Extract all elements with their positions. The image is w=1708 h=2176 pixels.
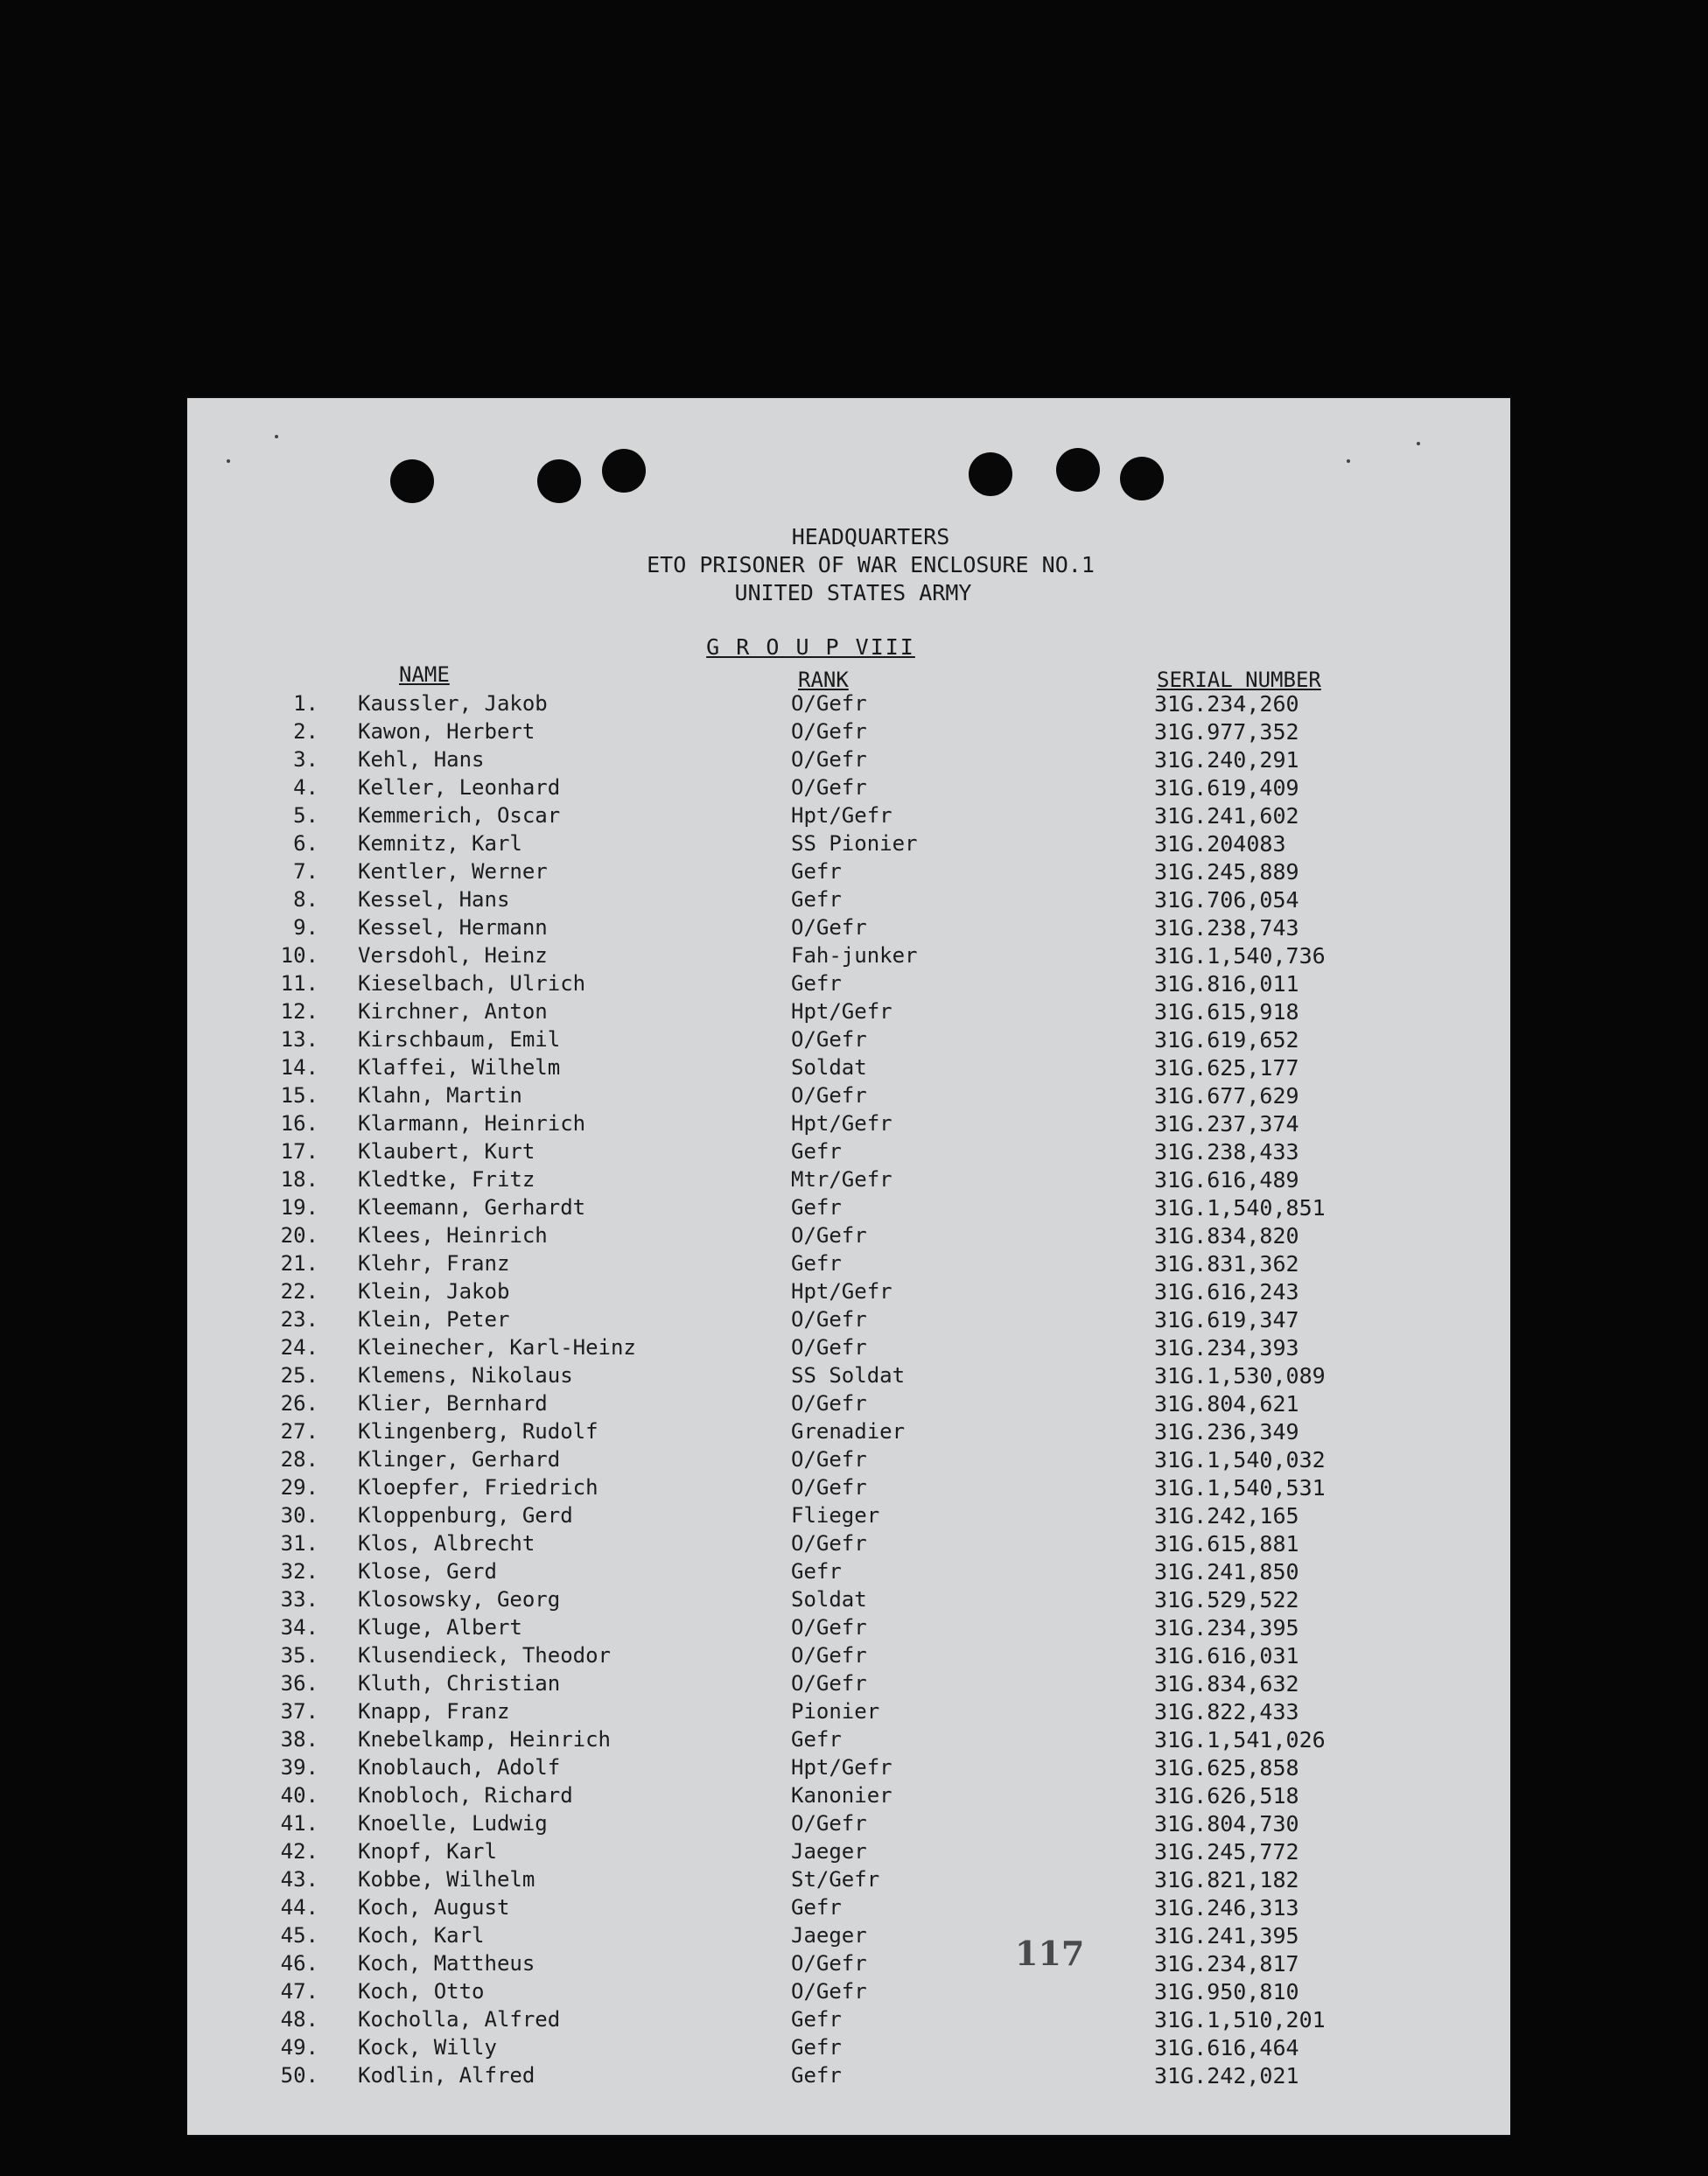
serial-number: 31G.237,374 <box>1154 1111 1299 1137</box>
prisoner-rank: Flieger <box>791 1503 880 1528</box>
serial-number: 31G.834,632 <box>1154 1671 1299 1697</box>
row-number: 20. <box>280 1223 318 1248</box>
prisoner-name: Klier, Bernhard <box>358 1391 548 1416</box>
prisoner-rank: O/Gefr <box>791 1615 867 1640</box>
prisoner-name: Kobbe, Wilhelm <box>358 1867 536 1892</box>
prisoner-rank: Gefr <box>791 2035 842 2060</box>
table-row <box>187 1727 1510 1755</box>
serial-number: 31G.821,182 <box>1154 1867 1299 1893</box>
row-number: 49. <box>280 2035 318 2060</box>
prisoner-rank: Mtr/Gefr <box>791 1167 892 1192</box>
table-row <box>187 1027 1510 1055</box>
table-row <box>187 1055 1510 1083</box>
serial-number: 31G.615,918 <box>1154 999 1299 1025</box>
serial-number: 31G.834,820 <box>1154 1223 1299 1249</box>
header-line-2: ETO PRISONER OF WAR ENCLOSURE NO.1 <box>647 552 1095 577</box>
table-row <box>187 915 1510 943</box>
serial-number: 31G.1,541,026 <box>1154 1727 1326 1753</box>
prisoner-rank: O/Gefr <box>791 1391 867 1416</box>
table-row <box>187 1195 1510 1223</box>
table-row <box>187 719 1510 747</box>
serial-number: 31G.238,433 <box>1154 1139 1299 1165</box>
table-row <box>187 1699 1510 1727</box>
prisoner-name: Klees, Heinrich <box>358 1223 548 1248</box>
table-row <box>187 1895 1510 1923</box>
prisoner-rank: Hpt/Gefr <box>791 1755 892 1780</box>
prisoner-rank: Gefr <box>791 971 842 996</box>
table-row <box>187 1363 1510 1391</box>
serial-number: 31G.804,730 <box>1154 1811 1299 1837</box>
table-row <box>187 691 1510 719</box>
row-number: 18. <box>280 1167 318 1192</box>
row-number: 27. <box>280 1419 318 1444</box>
prisoner-name: Knoblauch, Adolf <box>358 1755 561 1780</box>
serial-number: 31G.816,011 <box>1154 971 1299 997</box>
prisoner-rank: SS Pionier <box>791 831 918 856</box>
table-row <box>187 1923 1510 1951</box>
table-row <box>187 1951 1510 1979</box>
row-number: 34. <box>280 1615 318 1640</box>
prisoner-rank: Hpt/Gefr <box>791 803 892 828</box>
prisoner-rank: O/Gefr <box>791 747 867 772</box>
serial-number: 31G.241,395 <box>1154 1923 1299 1949</box>
prisoner-rank: O/Gefr <box>791 719 867 744</box>
table-row <box>187 1223 1510 1251</box>
prisoner-name: Koch, August <box>358 1895 510 1920</box>
punch-hole-icon <box>1056 448 1100 492</box>
prisoner-name: Kleemann, Gerhardt <box>358 1195 586 1220</box>
table-row <box>187 943 1510 971</box>
prisoner-name: Klahn, Martin <box>358 1083 522 1108</box>
row-number: 2. <box>293 719 318 744</box>
prisoner-rank: Fah-junker <box>791 943 918 968</box>
column-header-rank: RANK <box>798 668 849 692</box>
serial-number: 31G.234,817 <box>1154 1951 1299 1977</box>
row-number: 14. <box>280 1055 318 1080</box>
prisoner-rank: O/Gefr <box>791 1307 867 1332</box>
prisoner-name: Klos, Albrecht <box>358 1531 536 1556</box>
prisoner-rank: O/Gefr <box>791 1447 867 1472</box>
serial-number: 31G.242,165 <box>1154 1503 1299 1529</box>
serial-number: 31G.677,629 <box>1154 1083 1299 1109</box>
prisoner-rank: Soldat <box>791 1587 867 1612</box>
prisoner-name: Kluge, Albert <box>358 1615 522 1640</box>
prisoner-name: Kock, Willy <box>358 2035 497 2060</box>
prisoner-name: Koch, Karl <box>358 1923 485 1948</box>
table-row <box>187 1531 1510 1559</box>
row-number: 47. <box>280 1979 318 2004</box>
prisoner-name: Klaffei, Wilhelm <box>358 1055 561 1080</box>
serial-number: 31G.1,540,736 <box>1154 943 1326 969</box>
prisoner-rank: O/Gefr <box>791 1811 867 1836</box>
serial-number: 31G.241,850 <box>1154 1559 1299 1585</box>
prisoner-rank: Gefr <box>791 2063 842 2088</box>
row-number: 5. <box>293 803 318 828</box>
serial-number: 31G.822,433 <box>1154 1699 1299 1725</box>
row-number: 31. <box>280 1531 318 1556</box>
serial-number: 31G.615,881 <box>1154 1531 1299 1557</box>
table-row <box>187 1671 1510 1699</box>
serial-number: 31G.1,540,032 <box>1154 1447 1326 1473</box>
table-row <box>187 1979 1510 2007</box>
table-row <box>187 1475 1510 1503</box>
table-row <box>187 1111 1510 1139</box>
serial-number: 31G.625,858 <box>1154 1755 1299 1781</box>
prisoner-rank: O/Gefr <box>791 1531 867 1556</box>
prisoner-name: Kemnitz, Karl <box>358 831 522 856</box>
serial-number: 31G.245,889 <box>1154 859 1299 885</box>
row-number: 13. <box>280 1027 318 1052</box>
header-line-1: HEADQUARTERS <box>791 524 950 549</box>
row-number: 23. <box>280 1307 318 1332</box>
serial-number: 31G.245,772 <box>1154 1839 1299 1865</box>
speck-icon <box>275 435 278 438</box>
table-row <box>187 1307 1510 1335</box>
prisoner-name: Kessel, Hans <box>358 887 510 912</box>
prisoner-name: Kluth, Christian <box>358 1671 561 1696</box>
page-number: 117 <box>1015 1934 1085 1973</box>
serial-number: 31G.616,464 <box>1154 2035 1299 2061</box>
prisoner-rank: O/Gefr <box>791 1979 867 2004</box>
table-row <box>187 803 1510 831</box>
punch-hole-icon <box>1120 457 1164 500</box>
row-number: 7. <box>293 859 318 884</box>
serial-number: 31G.619,409 <box>1154 775 1299 801</box>
serial-number: 31G.625,177 <box>1154 1055 1299 1081</box>
punch-hole-icon <box>390 459 434 503</box>
serial-number: 31G.234,393 <box>1154 1335 1299 1361</box>
serial-number: 31G.234,260 <box>1154 691 1299 717</box>
prisoner-name: Klusendieck, Theodor <box>358 1643 611 1668</box>
table-row <box>187 1587 1510 1615</box>
row-number: 43. <box>280 1867 318 1892</box>
row-number: 10. <box>280 943 318 968</box>
prisoner-rank: St/Gefr <box>791 1867 880 1892</box>
prisoner-name: Klein, Jakob <box>358 1279 510 1304</box>
prisoner-rank: O/Gefr <box>791 1671 867 1696</box>
row-number: 30. <box>280 1503 318 1528</box>
prisoner-rank: O/Gefr <box>791 915 867 940</box>
serial-number: 31G.950,810 <box>1154 1979 1299 2005</box>
prisoner-name: Koch, Mattheus <box>358 1951 536 1976</box>
serial-number: 31G.977,352 <box>1154 719 1299 745</box>
prisoner-name: Kodlin, Alfred <box>358 2063 536 2088</box>
table-row <box>187 859 1510 887</box>
prisoner-rank: Gefr <box>791 1727 842 1752</box>
prisoner-name: Klehr, Franz <box>358 1251 510 1276</box>
table-row <box>187 1811 1510 1839</box>
serial-number: 31G.240,291 <box>1154 747 1299 773</box>
prisoner-name: Versdohl, Heinz <box>358 943 548 968</box>
prisoner-rank: Grenadier <box>791 1419 906 1444</box>
prisoner-rank: O/Gefr <box>791 1475 867 1500</box>
prisoner-rank: Gefr <box>791 1895 842 1920</box>
prisoner-name: Kloepfer, Friedrich <box>358 1475 598 1500</box>
prisoner-name: Kledtke, Fritz <box>358 1167 536 1192</box>
prisoner-name: Klinger, Gerhard <box>358 1447 561 1472</box>
speck-icon <box>227 459 230 463</box>
column-header-name: NAME <box>399 662 450 687</box>
table-row <box>187 1447 1510 1475</box>
row-number: 39. <box>280 1755 318 1780</box>
prisoner-rank: O/Gefr <box>791 1083 867 1108</box>
row-number: 3. <box>293 747 318 772</box>
prisoner-name: Knebelkamp, Heinrich <box>358 1727 611 1752</box>
header-line-3: UNITED STATES ARMY <box>734 580 972 605</box>
serial-number: 31G.616,243 <box>1154 1279 1299 1305</box>
prisoner-rank: Jaeger <box>791 1839 867 1864</box>
row-number: 12. <box>280 999 318 1024</box>
serial-number: 31G.1,540,851 <box>1154 1195 1326 1221</box>
prisoner-name: Klaubert, Kurt <box>358 1139 536 1164</box>
prisoner-rank: Gefr <box>791 1251 842 1276</box>
serial-number: 31G.1,510,201 <box>1154 2007 1326 2033</box>
table-row <box>187 1643 1510 1671</box>
row-number: 42. <box>280 1839 318 1864</box>
prisoner-name: Knopf, Karl <box>358 1839 497 1864</box>
table-row <box>187 887 1510 915</box>
speck-icon <box>1417 442 1420 445</box>
serial-number: 31G.204083 <box>1154 831 1286 857</box>
table-row <box>187 1391 1510 1419</box>
serial-number: 31G.529,522 <box>1154 1587 1299 1613</box>
row-number: 45. <box>280 1923 318 1948</box>
prisoner-name: Kirschbaum, Emil <box>358 1027 561 1052</box>
row-number: 24. <box>280 1335 318 1360</box>
table-row <box>187 1083 1510 1111</box>
row-number: 29. <box>280 1475 318 1500</box>
prisoner-rank: O/Gefr <box>791 1223 867 1248</box>
prisoner-name: Kieselbach, Ulrich <box>358 971 586 996</box>
document-page <box>187 398 1510 2135</box>
serial-number: 31G.241,602 <box>1154 803 1299 829</box>
row-number: 38. <box>280 1727 318 1752</box>
prisoner-name: Kessel, Hermann <box>358 915 548 940</box>
serial-number: 31G.626,518 <box>1154 1783 1299 1809</box>
punch-hole-icon <box>969 452 1012 496</box>
speck-icon <box>1347 459 1350 463</box>
prisoner-rank: Soldat <box>791 1055 867 1080</box>
row-number: 9. <box>293 915 318 940</box>
table-row <box>187 775 1510 803</box>
prisoner-name: Koch, Otto <box>358 1979 485 2004</box>
prisoner-name: Kaussler, Jakob <box>358 691 548 716</box>
prisoner-name: Kemmerich, Oscar <box>358 803 561 828</box>
prisoner-name: Kocholla, Alfred <box>358 2007 561 2032</box>
prisoner-rank: Hpt/Gefr <box>791 999 892 1024</box>
column-header-serial: SERIAL NUMBER <box>1157 668 1321 692</box>
row-number: 40. <box>280 1783 318 1808</box>
serial-number: 31G.619,347 <box>1154 1307 1299 1333</box>
row-number: 32. <box>280 1559 318 1584</box>
row-number: 6. <box>293 831 318 856</box>
prisoner-rank: Gefr <box>791 1195 842 1220</box>
row-number: 48. <box>280 2007 318 2032</box>
serial-number: 31G.234,395 <box>1154 1615 1299 1641</box>
document-header <box>187 523 1510 607</box>
serial-number: 31G.1,540,531 <box>1154 1475 1326 1501</box>
table-row <box>187 1335 1510 1363</box>
row-number: 35. <box>280 1643 318 1668</box>
row-number: 33. <box>280 1587 318 1612</box>
row-number: 41. <box>280 1811 318 1836</box>
row-number: 8. <box>293 887 318 912</box>
prisoner-name: Kehl, Hans <box>358 747 485 772</box>
table-row <box>187 1755 1510 1783</box>
table-row <box>187 1503 1510 1531</box>
prisoner-name: Klosowsky, Georg <box>358 1587 561 1612</box>
prisoner-name: Knoelle, Ludwig <box>358 1811 548 1836</box>
prisoner-name: Klingenberg, Rudolf <box>358 1419 598 1444</box>
serial-number: 31G.238,743 <box>1154 915 1299 941</box>
row-number: 46. <box>280 1951 318 1976</box>
serial-number: 31G.616,031 <box>1154 1643 1299 1669</box>
punch-hole-icon <box>602 449 646 493</box>
table-row <box>187 1615 1510 1643</box>
row-number: 26. <box>280 1391 318 1416</box>
serial-number: 31G.246,313 <box>1154 1895 1299 1921</box>
prisoner-name: Klose, Gerd <box>358 1559 497 1584</box>
group-title: G R O U P VIII <box>706 634 915 660</box>
prisoner-name: Klein, Peter <box>358 1307 510 1332</box>
prisoner-rank: SS Soldat <box>791 1363 906 1388</box>
prisoner-rank: Hpt/Gefr <box>791 1111 892 1136</box>
serial-number: 31G.706,054 <box>1154 887 1299 913</box>
row-number: 50. <box>280 2063 318 2088</box>
table-row <box>187 747 1510 775</box>
table-row <box>187 1167 1510 1195</box>
prisoner-rank: Gefr <box>791 859 842 884</box>
table-row <box>187 1139 1510 1167</box>
prisoner-name: Kentler, Werner <box>358 859 548 884</box>
prisoner-rank: O/Gefr <box>791 1643 867 1668</box>
serial-number: 31G.619,652 <box>1154 1027 1299 1053</box>
prisoner-name: Keller, Leonhard <box>358 775 561 800</box>
table-row <box>187 2035 1510 2063</box>
row-number: 17. <box>280 1139 318 1164</box>
table-row <box>187 999 1510 1027</box>
prisoner-name: Klemens, Nikolaus <box>358 1363 573 1388</box>
prisoner-rank: Hpt/Gefr <box>791 1279 892 1304</box>
table-row <box>187 971 1510 999</box>
row-number: 11. <box>280 971 318 996</box>
table-row <box>187 1251 1510 1279</box>
serial-number: 31G.1,530,089 <box>1154 1363 1326 1389</box>
prisoner-rank: O/Gefr <box>791 775 867 800</box>
table-row <box>187 2007 1510 2035</box>
table-row <box>187 1559 1510 1587</box>
punch-hole-icon <box>537 459 581 503</box>
serial-number: 31G.831,362 <box>1154 1251 1299 1277</box>
table-row <box>187 831 1510 859</box>
row-number: 4. <box>293 775 318 800</box>
table-row <box>187 1419 1510 1447</box>
table-row <box>187 1279 1510 1307</box>
row-number: 21. <box>280 1251 318 1276</box>
serial-number: 31G.242,021 <box>1154 2063 1299 2089</box>
row-number: 28. <box>280 1447 318 1472</box>
prisoner-name: Knapp, Franz <box>358 1699 510 1724</box>
table-row <box>187 2063 1510 2091</box>
prisoner-rank: Pionier <box>791 1699 880 1724</box>
prisoner-name: Kloppenburg, Gerd <box>358 1503 573 1528</box>
prisoner-name: Klarmann, Heinrich <box>358 1111 586 1136</box>
serial-number: 31G.236,349 <box>1154 1419 1299 1445</box>
serial-number: 31G.616,489 <box>1154 1167 1299 1193</box>
row-number: 44. <box>280 1895 318 1920</box>
prisoner-name: Kawon, Herbert <box>358 719 536 744</box>
prisoner-rank: O/Gefr <box>791 1335 867 1360</box>
prisoner-rank: Gefr <box>791 1559 842 1584</box>
row-number: 19. <box>280 1195 318 1220</box>
table-row <box>187 1783 1510 1811</box>
row-number: 15. <box>280 1083 318 1108</box>
row-number: 37. <box>280 1699 318 1724</box>
prisoner-rank: O/Gefr <box>791 691 867 716</box>
prisoner-rank: Jaeger <box>791 1923 867 1948</box>
table-row <box>187 1839 1510 1867</box>
row-number: 25. <box>280 1363 318 1388</box>
prisoner-rank: Gefr <box>791 887 842 912</box>
prisoner-name: Kleinecher, Karl-Heinz <box>358 1335 636 1360</box>
prisoner-rank: Kanonier <box>791 1783 892 1808</box>
prisoner-rank: Gefr <box>791 2007 842 2032</box>
prisoner-name: Knobloch, Richard <box>358 1783 573 1808</box>
serial-number: 31G.804,621 <box>1154 1391 1299 1417</box>
row-number: 1. <box>293 691 318 716</box>
prisoner-name: Kirchner, Anton <box>358 999 548 1024</box>
row-number: 16. <box>280 1111 318 1136</box>
row-number: 36. <box>280 1671 318 1696</box>
prisoner-rank: O/Gefr <box>791 1951 867 1976</box>
prisoner-rank: O/Gefr <box>791 1027 867 1052</box>
row-number: 22. <box>280 1279 318 1304</box>
prisoner-rank: Gefr <box>791 1139 842 1164</box>
table-row <box>187 1867 1510 1895</box>
